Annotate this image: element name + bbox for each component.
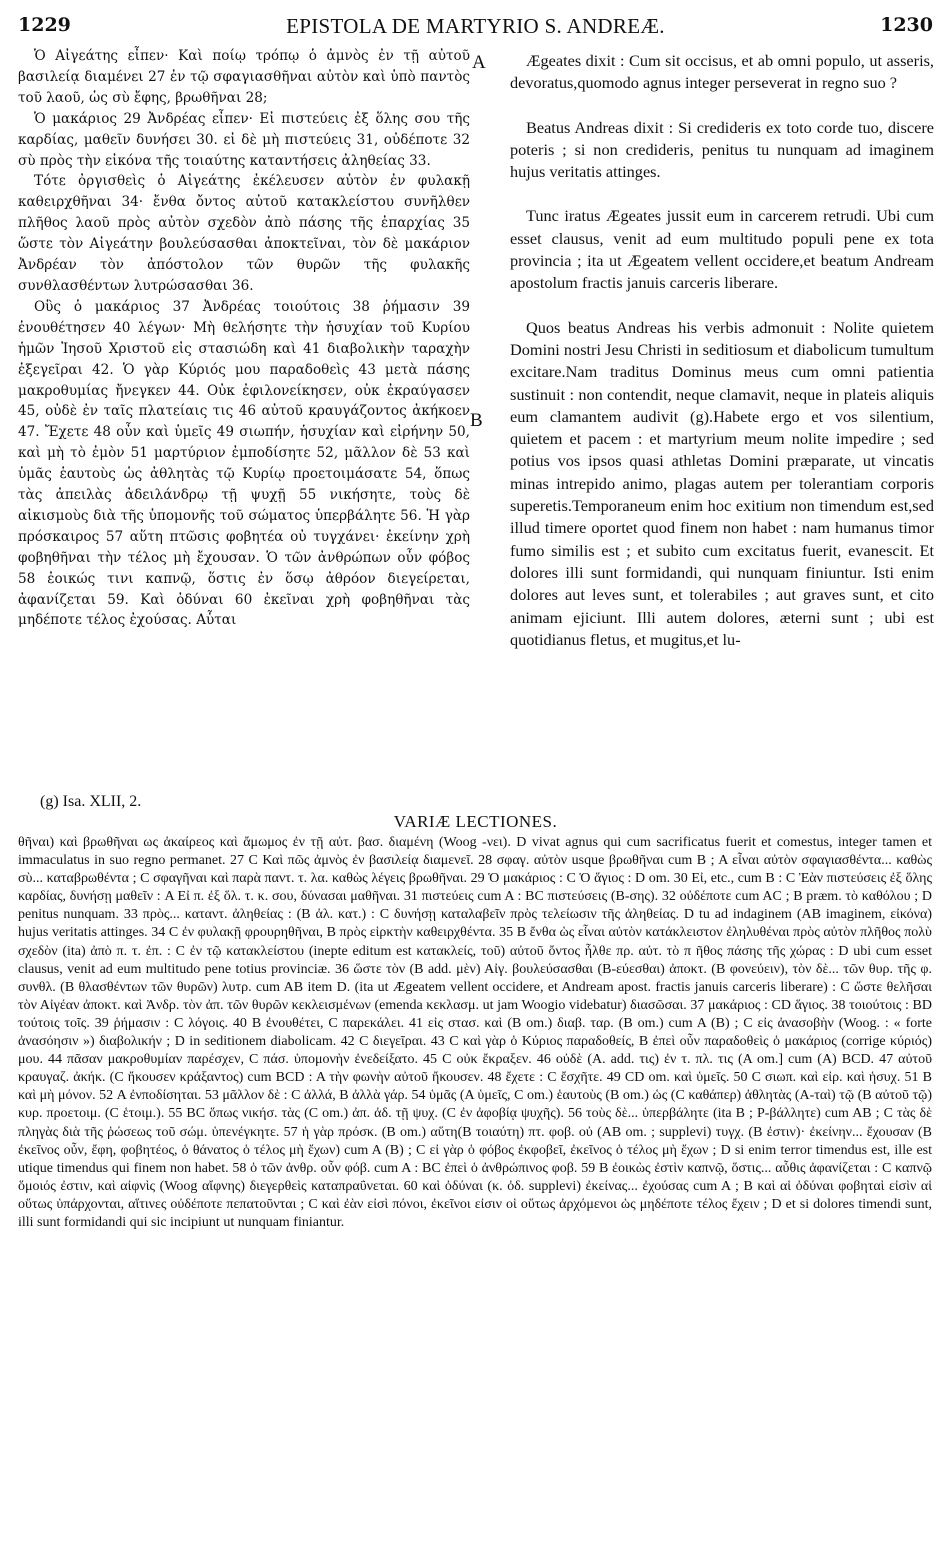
page-title: EPISTOLA DE MARTYRIO S. ANDREÆ. — [286, 14, 665, 38]
running-header — [18, 14, 933, 44]
latin-column — [510, 50, 934, 651]
greek-paragraph: Τότε ὀργισθεὶς ὁ Αἰγεάτης ἐκέλευσεν αὐτὸν ἐν φυλακῇ καθειρχθῆναι 34· ἔνθα ὄντος αὐτοῦ κατακλείστου συνῆλθεν πλῆθος λαοῦ πρὸς αὐτὸν σχεδὸν ἀπὸ πάσης τῆς ἐπαρχίας 35 ὥστε τὸν Αἰγεάτην βουλεύσασθαι ἀποκτεῖναι, τὸν δὲ μακάριον Ἀνδρέαν τὸν ἀπόστολον τῶν θυρῶν τῆς φυλακῆς συνθλασθέντων λυτρώσασθαι 36. — [18, 173, 470, 294]
latin-paragraph: Beatus Andreas dixit : Si credideris ex toto corde tuo, discere poteris ; si non credideris, penitus tu nunquam ad imaginem hujus veritatis attinges. — [510, 117, 934, 182]
section-marker-a: A — [472, 52, 486, 73]
footnote: (g) Isa. XLII, 2. — [40, 793, 142, 810]
latin-paragraph: Ægeates dixit : Cum sit occisus, et ab omni populo, ut asseris, devoratus,quomodo agnus integer perseverat in regno suo ? — [510, 51, 934, 93]
variae-lectiones-text: θῆναι) καὶ βρωθῆναι ως ἀκαίρεος καὶ ἄμωμος ἐν τῇ αὐτ. βασ. διαμένη (Woog -νει). D vivat agnus qui cum sacrificatus fuerit et comestus, integer tamen et immaculatus in suo regno permanet. 27 C Καὶ πῶς ἀμνὸς ἐν βασιλείᾳ διαμενεῖ. 28 σφαγ. αὐτὸν usque βρωθῆναι cum B ; A εἶναι αὐτὸν σφαγιασθέντα... καθὼς σὺ... καταβρωθέντα ; C σφαγῆναι καὶ παρὰ παντ. τ. λα. καθὼς λέγεις βρωθῆναι. 29 Ὁ μακάριος : C Ὁ ἅγιος : D om. 30 Εἰ, etc., cum B : C Ἐὰν πιστεύσεις ἐξ ὅλης καρδίας, δυνήσῃ μαθεῖν : A Εἰ π. ἐξ ὅλ. τ. κ. σου, δύνασαι μαθῆναι. 31 πιστεύεις cum A : BC πιστεύσεις (B-σης). 32 οὐδέποτε cum AC ; B præm. τὸ καθόλου ; D penitus nunquam. 33 πρὸς... καταντ. ἀληθείας : (B ἀλ. κατ.) : C δυνήσῃ καταλαβεῖν πρὸς τελείωσιν τῆς ἀληθείας. D tu ad indaginem (AB imaginem, εἰκόνα) hujus veritatis attinges. 34 C ἐν φυλακῇ φρουρηθῆναι, B πρὸς εἱρκτὴν καθειρχθέντα. 35 B ἔνθα ὡς εἶναι αὐτὸν κατάκλειστον ἐληλυθέναι πρὸς αὐτὸν πλῆθος πολὺ σχεδὸν (ita) ἀπὸ π. τ. ἐπ. : C ἐν τῷ κατακλείστου (inepte editum est κατακλείς, τοῦ) αὐτοῦ ὄντος ἦλθε πρ. αὐτ. τὸ π ῆθος πάσης τῆς χώρας : D ubi cum esset clausus, venit ad eum multitudo pene totius provinciæ. 36 ὥστε τὸν (B add. μὲν) Αἰγ. βουλεύσασθαι (B-εύεσθαι) ἀποκτ. (B φονεύειν), τὸν δὲ... τῶν θυρ. τῆς φ. συνθλ. (B θλασθέντων τῶν θυρῶν) λυτρ. cum AB item D. (ita ut Ægeatem vellent occidere, et Andream apost. fractis januis carceris liberare) : C ὥστε θελῆσαι τὸν Αἰγέαν ἀποκτ. καὶ Ἀνδρ. τὸν ἀπ. τῶν θυρῶν κεκλεισμένων (emenda κεκλασμ. ut jam Woogio videbatur) διασῶσαι. 37 μακάριος : CD ἅγιος. 38 τοιούτοις : BD τούτοις τοῖς. 39 ῥήμασιν : C λόγοις. 40 B ἐνουθέτει, C παρεκάλει. 41 εἰς στασ. καὶ (B om.) διαβ. ταρ. (B om.) cum A (B) ; C εἰς ἀνασοβὴν (Woog. : « forte ἀνασόησιν ») διαβολικήν ; D in seditionem diabolicam. 42 C διεγεῖραι. 43 C καὶ γὰρ ὁ Κύριος παραδοθείς, B ἐπεὶ οὖν παραδοθεὶς ὁ μακάριος (corrige κύριός) μου. 44 πᾶσαν μακροθυμίαν παρέσχεν, C πάσ. ὑπομονὴν ἐνεδείξατο. 45 C οὐκ ἔκραξεν. 46 οὐδὲ (A. add. τις) ἐν τ. πλ. τις (A om.] cum (A) BCD. 47 αὐτοῦ κραυγαζ. ἀκήκ. (C ἤκουσεν κράξαντος) cum BCD : A τὴν φωνὴν αὐτοῦ ἤκουσεν. 48 ἔχετε : C ἔσχῆτε. 49 CD om. καὶ ὑμεῖς. 50 C σιωπ. καὶ εἰρ. καὶ ἡσυχ. 51 B καὶ μὴ μόνον. 52 A ἐνποδίσηται. 53 μᾶλλον δὲ : C ἀλλά, B ἀλλὰ γάρ. 54 ὑμᾶς (A ὑμεῖς, C om.) ἑαυτοὺς (B om.) ὡς (C καθάπερ) ἀθλητὰς (A-ταὶ) τῷ (B αὐτοῦ τῷ) κυρ. προετοιμ. (C ἑτοιμ.). 55 BC ὅπως νικήσ. τὰς (C om.) ἀπ. ἀδ. τῇ ψυχ. (C ἐν ἀφοβίᾳ ψυχῆς). 56 τοὺς δὲ... ὑπερβάλητε (ita B ; P-βάλλητε) cum AB ; C τὰς δὲ πληγὰς διὰ τῆς ῥώσεως τοῦ σώμ. ὑπενέγκητε. 57 ἡ γὰρ πρόσκ. (B om.) αὕτη(B τοιαύτη) πτ. φοβ. οὐ (AB om. ; supplevi) τυγχ. (B ἐστιν)· ἐκείνην... ἔχουσαν (B ἐκεῖνος οὖν, ἔφη, φοβητέος, ὁ θάνατος ὁ τέλος μὴ ἔχων) cum A (B) ; C εἰ γὰρ ὁ φόβος ἐκφοβεῖ, ἐκεῖνος ὁ τέλος μὴ ἔχων ; D si enim terror timendus est, ille est utique timendus qui finem non habet. 58 ὁ τῶν ἀνθρ. οὖν φόβ. cum A : BC ἐπεὶ ὁ ἀνθρώπινος φοβ. 59 B ἐοικὼς ἐστὶν καπνῷ, ὅστις... αὖθις ἀφανίζεται : C καπνῷ ὅμοιός ἐστιν, καὶ αἰφνὶς (Woog αἴφνης) διεγερθεὶς καταπραΰνεται. 60 καὶ ὀδύναι (κ. ὀδ. supplevi) ἐκείνας... ἐχούσας cum A ; B καὶ αἱ ὀδύναι φοβηταὶ εἰσὶν αἱ οὕτως ὑπάρχονται, αἵτινες οὐδέποτε πεπατοῦνται ; C καὶ ἐὰν εἰσὶ πόνοι, ἐκεῖνοι εἰσιν οἱ οὕτως ἀρχόμενοι ὡς μηδέποτε τέλος ἔχειν ; D et si dolores timendi sunt, illi sunt formidandi qui sic incipiunt ut nunquam finiantur. — [18, 835, 932, 1230]
greek-paragraph: Ὁ μακάριος 29 Ἀνδρέας εἶπεν· Εἰ πιστεύεις ἐξ ὅλης σου τῆς καρδίας, μαθεῖν δυνήσει 30. εἰ δὲ μὴ πιστεύεις 31, οὐδέποτε 32 σὺ πρὸς τὴν εἰκόνα τῆς τοιαύτης καταντήσεις ἀληθείας 33. — [18, 110, 470, 169]
section-marker-b: B — [470, 410, 483, 431]
page-number-left: 1229 — [18, 14, 71, 36]
greek-paragraph: Ὁ Αἰγεάτης εἶπεν· Καὶ ποίῳ τρόπῳ ὁ ἀμνὸς ἐν τῇ αὐτοῦ βασιλείᾳ διαμένει 27 ἐν τῷ σφαγιασθῆναι αὐτὸν καὶ ὑπὸ παντὸς τοῦ λαοῦ, ὡς σὺ ἔφης, βρωθῆναι 28; — [18, 48, 470, 106]
page-number-right: 1230 — [880, 14, 933, 36]
greek-paragraph: Οὓς ὁ μακάριος 37 Ἀνδρέας τοιούτοις 38 ῥήμασιν 39 ἐνουθέτησεν 40 λέγων· Μὴ θελήσητε τὴν ἡσυχίαν τοῦ Κυρίου ἡμῶν Ἰησοῦ Χριστοῦ εἰς στασιώδη καὶ 41 διαβολικὴν ταραχὴν ἐξεγεῖραι 42. Ὁ γὰρ Κύριός μου παραδοθεὶς 43 μετὰ πάσης μακροθυμίας ἤνεγκεν 44. Οὐκ ἐφιλονείκησεν, οὐκ ἐκραύγασεν 45, οὐδὲ ἐν ταῖς πλατείαις τις 46 αὐτοῦ κραυγάζοντος ἀκήκοεν 47. Ἔχετε 48 οὖν καὶ ὑμεῖς 49 σιωπήν, ἡσυχίαν καὶ εἰρήνην 50, καὶ μὴ τὸ ἐμὸν 51 μαρτύριον ἐμποδίσητε 52, μᾶλλον δὲ 53 καὶ ὑμᾶς ἑαυτοὺς ὡς ἀθλητὰς τῷ Κυρίῳ προετοιμάσατε 54, ὅπως τὰς ἀπειλὰς ἀδειλάνδρῳ τῇ ψυχῇ 55 νικήσητε, τοὺς δὲ αἰκισμοὺς διὰ τῆς ὑπομονῆς τοῦ σώματος ὑπερβάλητε 56. Ἡ γὰρ πρόσκαιρος 57 αὕτη πτῶσις φοβητέα οὐ τυγχάνει· ἐκείνην χρὴ φοβηθῆναι τὴν τέλος μὴ ἔχουσαν. Ὁ τῶν ἀνθρώπων οὖν φόβος 58 ἐοικώς τινι καπνῷ, ὅστις ἐν ὅσῳ ἀθρόον διεγείρεται, ἀφανίζεται 59. Καὶ ὀδύναι 60 ἐκεῖναι χρὴ φοβηθῆναι τὰς μηδέποτε τέλος ἐχούσας. Αὗται — [18, 298, 470, 629]
variae-lectiones-heading: VARIÆ LECTIONES. — [393, 812, 558, 831]
latin-paragraph: Quos beatus Andreas his verbis admonuit : Nolite quietem Domini nostri Jesu Christi in seditiosum et diabolicum tumultum excitare.Nam traditus Dominus meus cum omni patientia sustinuit : non contendit, neque clamavit, neque in plateis aliquis eum clamantem audivit (g).Habete ergo et vos silentium, quietem et pacem : et martyrium meum nolite impedire ; sed potius vos ipsos quasi athletas Domini præparate, ut vincatis minas intrepido animo, plagas autem per tolerantiam corporis superetis.Temporaneum enim hoc exitium non timendum est,sed illud timere oportet quod finem non habet : nam humanus timor fumo similis est ; et subito cum excitatus fuerit, evanescit. Et dolores illi sunt formidandi, qui nunquam finiuntur. Isti enim dolores aut leves sunt, et tolerabiles ; aut graves sunt, et cito animam ejiciunt. Illi autem dolores, æterni sunt ; ubi est quotidianus fletus, et mugitus,et lu- — [510, 317, 934, 649]
greek-column — [18, 46, 470, 631]
latin-paragraph: Tunc iratus Ægeates jussit eum in carcerem retrudi. Ubi cum esset clausus, venit ad eum multitudo populi pene ex tota provincia ; ita ut Ægeatem vellent occidere,et beatum Andream apostolum fractis januis carceris liberare. — [510, 206, 934, 293]
